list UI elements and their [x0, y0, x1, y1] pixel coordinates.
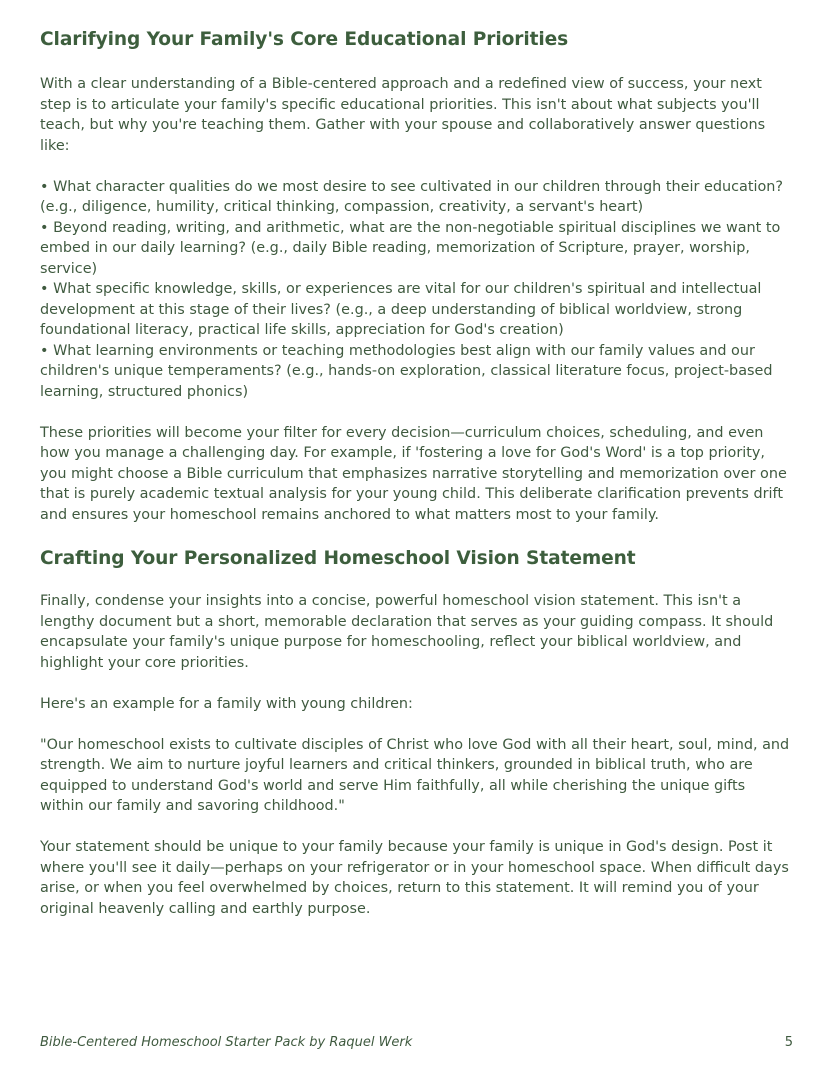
section-heading-vision: Crafting Your Personalized Homeschool Vision Statement	[40, 548, 636, 569]
priorities-closing-paragraph: These priorities will become your filter for every decision—curriculum choices, scheduling, and even how you manage a challenging day. For example, if 'fostering a love for God's Word' is a top priority, you might choose a Bible curriculum that emphasizes narrative storytelling and memorization over one that is purely academic textual analysis for your young child. This deliberate clarification prevents drift and ensures your homeschool remains anchored to what matters most to your family.	[40, 424, 787, 523]
vision-closing-paragraph: Your statement should be unique to your family because your family is unique in God's design. Post it where you'll see it daily—perhaps on your refrigerator or in your homeschool space. When difficult days arise, or when you feel overwhelmed by choices, return to this statement. It will remind you of your original heavenly calling and earthly purpose.	[40, 839, 789, 917]
list-item: • What specific knowledge, skills, or experiences are vital for our children's spiritual and intellectual development at this stage of their lives? (e.g., a deep understanding of biblical worldview, strong foundational literacy, practical life skills, appreciation for God's creation)	[40, 281, 762, 338]
priorities-question-list	[40, 177, 792, 403]
list-item: • What learning environments or teaching methodologies best align with our family values and our children's unique temperaments? (e.g., hands-on exploration, classical literature focus, project-based learning, structured phonics)	[40, 342, 773, 400]
footer-book-title: Bible-Centered Homeschool Starter Pack by Raquel Werk	[40, 1035, 413, 1050]
list-item: • Beyond reading, writing, and arithmetic, what are the non-negotiable spiritual disciplines we want to embed in our daily learning? (e.g., daily Bible reading, memorization of Scripture, prayer, worship, service)	[40, 219, 781, 277]
vision-intro-paragraph: Finally, condense your insights into a concise, powerful homeschool vision statement. This isn't a lengthy document but a short, memorable declaration that serves as your guiding compass. It should encapsulate your family's unique purpose for homeschooling, reflect your biblical worldview, and highlight your core priorities.	[40, 593, 774, 671]
page-footer	[40, 1035, 793, 1050]
page-number: 5	[784, 1035, 793, 1050]
list-item: • What character qualities do we most desire to see cultivated in our children through their education? (e.g., diligence, humility, critical thinking, compassion, creativity, a servant's heart)	[40, 178, 784, 215]
section-heading-priorities: Clarifying Your Family's Core Educational Priorities	[40, 29, 569, 50]
page-content	[40, 28, 792, 919]
priorities-intro-paragraph: With a clear understanding of a Bible-centered approach and a redefined view of success, your next step is to articulate your family's specific educational priorities. This isn't about what subjects you'll teach, but why you're teaching them. Gather with your spouse and collaboratively answer questions like:	[40, 76, 766, 154]
example-vision-quote: "Our homeschool exists to cultivate disciples of Christ who love God with all their heart, soul, mind, and strength. We aim to nurture joyful learners and critical thinkers, grounded in biblical truth, who are equipped to understand God's world and serve Him faithfully, all while cherishing the unique gifts within our family and savoring childhood."	[40, 736, 790, 814]
example-lead-paragraph: Here's an example for a family with young children:	[40, 695, 413, 712]
